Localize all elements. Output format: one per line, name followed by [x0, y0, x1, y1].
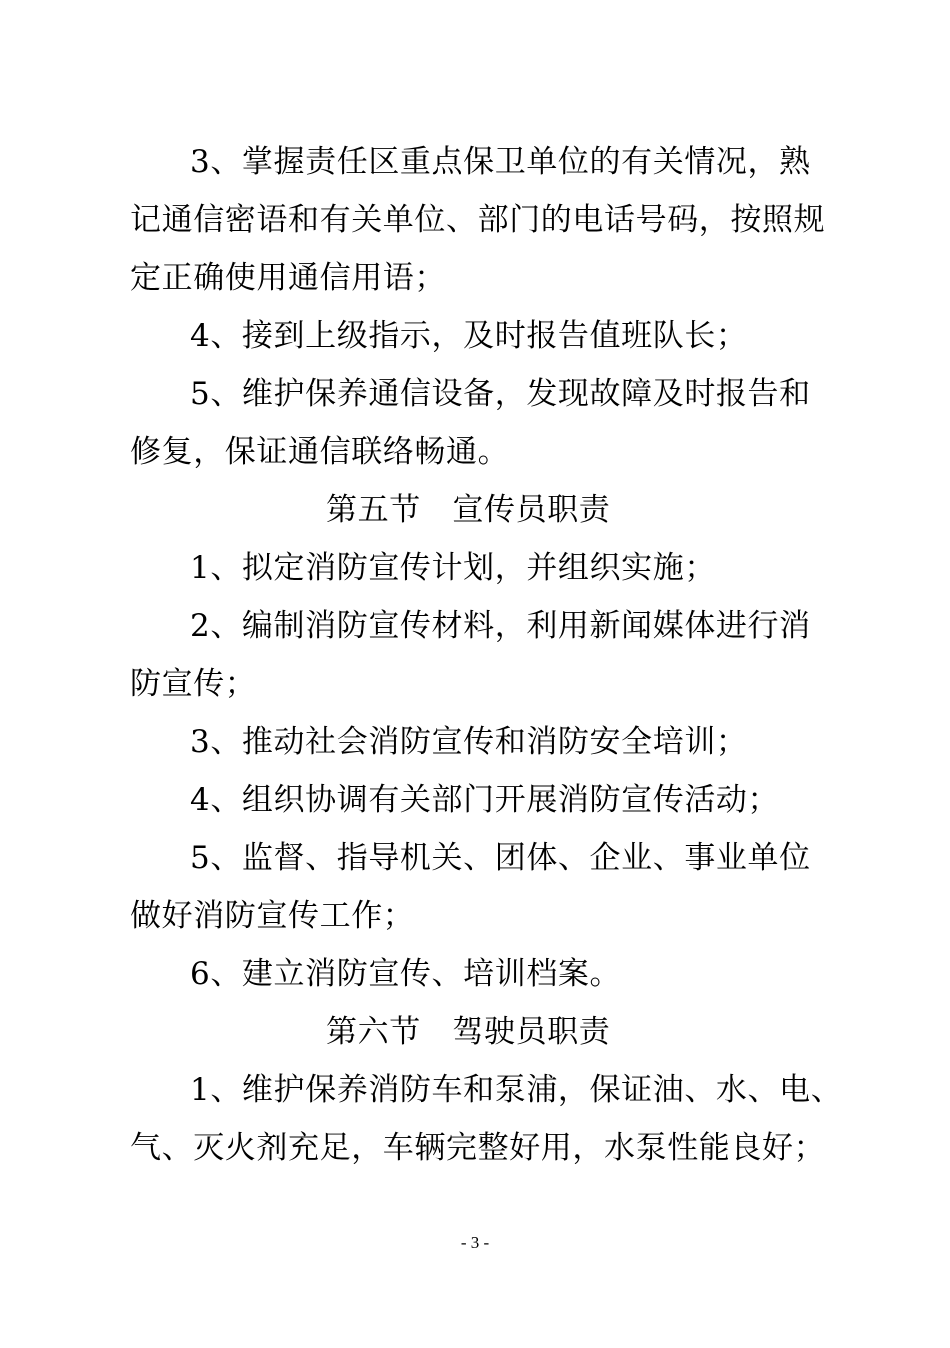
paragraph-line: 3、掌握责任区重点保卫单位的有关情况，熟	[190, 144, 811, 180]
paragraph-line: 5、监督、指导机关、团体、企业、事业单位	[190, 840, 811, 876]
paragraph-line: 做好消防宣传工作；	[130, 898, 415, 934]
paragraph-line: 气、灭火剂充足，车辆完整好用，水泵性能良好；	[130, 1130, 826, 1166]
paragraph-line: 防宣传；	[130, 666, 257, 702]
paragraph-line: 4、接到上级指示，及时报告值班队长；	[190, 318, 748, 354]
section-heading: 第五节 宣传员职责	[326, 492, 611, 528]
paragraph-line: 1、维护保养消防车和泵浦，保证油、水、电、	[190, 1072, 843, 1108]
paragraph-line: 4、组织协调有关部门开展消防宣传活动；	[190, 782, 780, 818]
paragraph-line: 6、建立消防宣传、培训档案。	[190, 956, 622, 992]
paragraph-line: 5、维护保养通信设备，发现故障及时报告和	[190, 376, 811, 412]
paragraph-line: 记通信密语和有关单位、部门的电话号码，按照规	[130, 202, 826, 238]
section-heading: 第六节 驾驶员职责	[326, 1014, 611, 1050]
paragraph-line: 定正确使用通信用语；	[130, 260, 446, 296]
paragraph-line: 1、拟定消防宣传计划，并组织实施；	[190, 550, 716, 586]
page-number: - 3 -	[460, 1233, 490, 1252]
paragraph-line: 3、推动社会消防宣传和消防安全培训；	[190, 724, 748, 760]
paragraph-line: 修复，保证通信联络畅通。	[130, 434, 510, 470]
paragraph-line: 2、编制消防宣传材料，利用新闻媒体进行消	[190, 608, 811, 644]
